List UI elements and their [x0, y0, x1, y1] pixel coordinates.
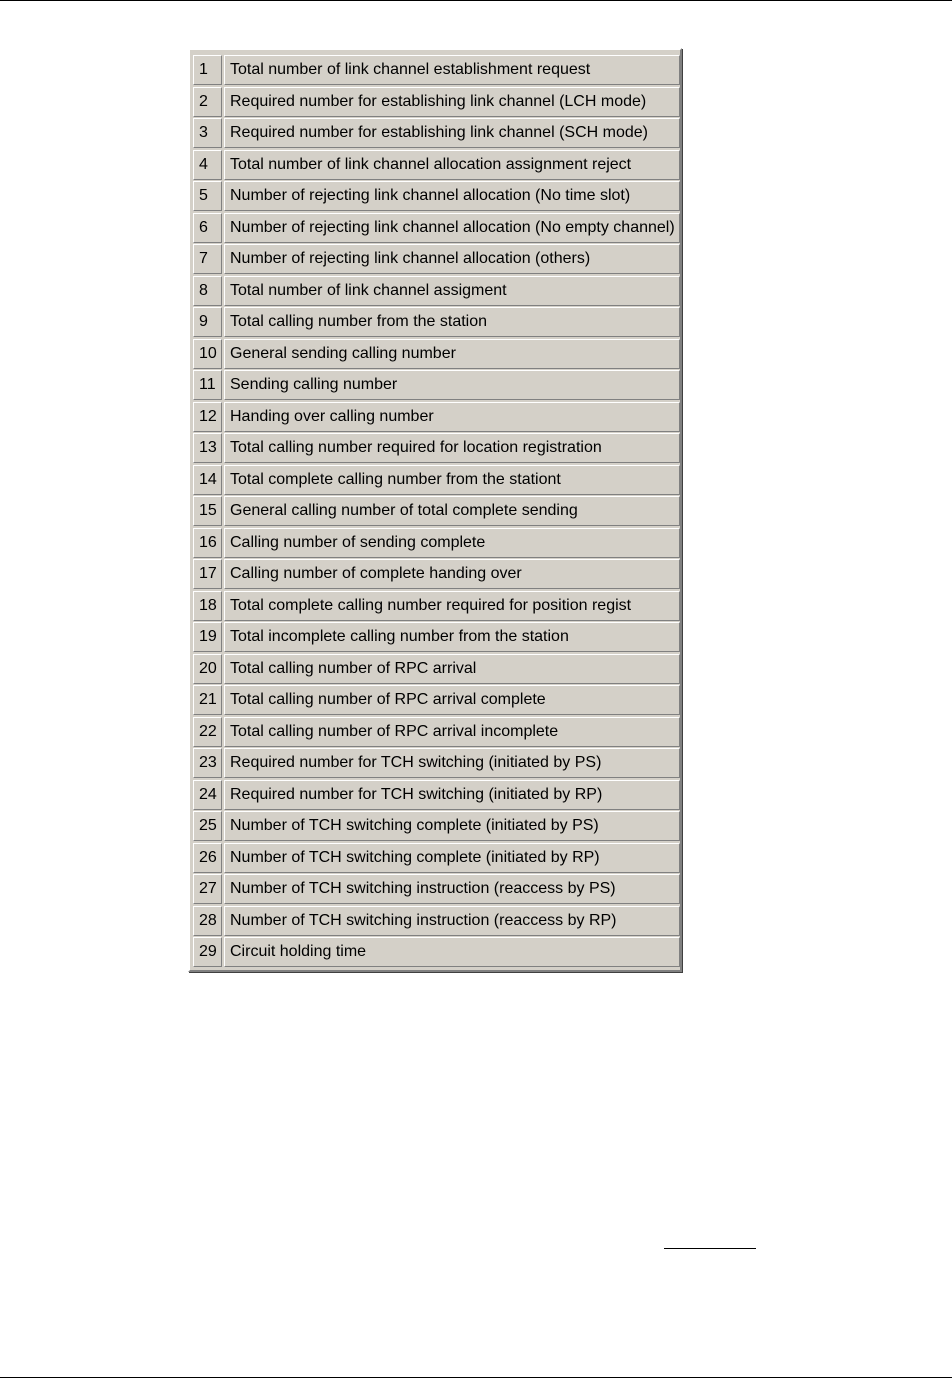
row-number-cell: 7: [193, 244, 222, 274]
row-number-cell: 22: [193, 717, 222, 747]
row-label-cell: Total incomplete calling number from the station: [224, 622, 680, 652]
row-number-cell: 19: [193, 622, 222, 652]
row-number-cell: 20: [193, 654, 222, 684]
table-row[interactable]: [193, 622, 680, 654]
row-label-cell: Number of rejecting link channel allocation (No time slot): [224, 181, 680, 211]
table-row[interactable]: [193, 370, 680, 402]
table-row[interactable]: [193, 874, 680, 906]
row-number-cell: 28: [193, 906, 222, 936]
row-label-cell: Total complete calling number required for position regist: [224, 591, 680, 621]
row-number-cell: 10: [193, 339, 222, 369]
row-number-cell: 3: [193, 118, 222, 148]
row-label-cell: Total calling number of RPC arrival complete: [224, 685, 680, 715]
table-row[interactable]: [193, 906, 680, 938]
table-row[interactable]: [193, 685, 680, 717]
table-row[interactable]: [193, 339, 680, 371]
row-label-cell: Number of rejecting link channel allocation (others): [224, 244, 680, 274]
table-row[interactable]: [193, 118, 680, 150]
row-number-cell: 4: [193, 150, 222, 180]
table-row[interactable]: [193, 780, 680, 812]
row-label-cell: Number of TCH switching instruction (reaccess by PS): [224, 874, 680, 904]
row-number-cell: 5: [193, 181, 222, 211]
row-number-cell: 16: [193, 528, 222, 558]
row-number-cell: 1: [193, 55, 222, 85]
row-number-cell: 24: [193, 780, 222, 810]
table-row[interactable]: [193, 843, 680, 875]
table-row[interactable]: [193, 213, 680, 245]
row-label-cell: Total calling number required for location registration: [224, 433, 680, 463]
row-label-cell: Required number for TCH switching (initiated by PS): [224, 748, 680, 778]
page-bottom-rule: [0, 1377, 952, 1378]
table-row[interactable]: [193, 496, 680, 528]
row-number-cell: 26: [193, 843, 222, 873]
table-row[interactable]: [193, 811, 680, 843]
row-number-cell: 6: [193, 213, 222, 243]
row-number-cell: 12: [193, 402, 222, 432]
table-row[interactable]: [193, 276, 680, 308]
table-row[interactable]: [193, 307, 680, 339]
table-row[interactable]: [193, 87, 680, 119]
table-row[interactable]: [193, 55, 680, 87]
row-number-cell: 23: [193, 748, 222, 778]
table-row[interactable]: [193, 748, 680, 780]
table-row[interactable]: [193, 528, 680, 560]
row-number-cell: 11: [193, 370, 222, 400]
table-row[interactable]: [193, 150, 680, 182]
row-label-cell: Circuit holding time: [224, 937, 680, 967]
row-label-cell: General calling number of total complete sending: [224, 496, 680, 526]
row-label-cell: Required number for establishing link channel (LCH mode): [224, 87, 680, 117]
row-label-cell: Total number of link channel allocation assignment reject: [224, 150, 680, 180]
row-label-cell: General sending calling number: [224, 339, 680, 369]
row-label-cell: Calling number of sending complete: [224, 528, 680, 558]
table-row[interactable]: [193, 402, 680, 434]
row-number-cell: 2: [193, 87, 222, 117]
table-row[interactable]: [193, 433, 680, 465]
row-number-cell: 9: [193, 307, 222, 337]
row-number-cell: 13: [193, 433, 222, 463]
row-label-cell: Total calling number of RPC arrival: [224, 654, 680, 684]
row-label-cell: Total number of link channel establishment request: [224, 55, 680, 85]
row-number-cell: 14: [193, 465, 222, 495]
table-row[interactable]: [193, 591, 680, 623]
row-number-cell: 29: [193, 937, 222, 967]
row-label-cell: Required number for TCH switching (initiated by RP): [224, 780, 680, 810]
row-label-cell: Handing over calling number: [224, 402, 680, 432]
row-label-cell: Total complete calling number from the stationt: [224, 465, 680, 495]
statistics-item-rows: [193, 55, 680, 969]
row-label-cell: Number of TCH switching complete (initiated by RP): [224, 843, 680, 873]
row-label-cell: Required number for establishing link channel (SCH mode): [224, 118, 680, 148]
table-row[interactable]: [193, 244, 680, 276]
page-top-rule: [0, 0, 952, 1]
row-label-cell: Sending calling number: [224, 370, 680, 400]
row-number-cell: 18: [193, 591, 222, 621]
row-label-cell: Number of rejecting link channel allocation (No empty channel): [224, 213, 680, 243]
table-row[interactable]: [193, 181, 680, 213]
table-row[interactable]: [193, 937, 680, 969]
row-label-cell: Number of TCH switching instruction (reaccess by RP): [224, 906, 680, 936]
table-row[interactable]: [193, 559, 680, 591]
row-label-cell: Total number of link channel assigment: [224, 276, 680, 306]
row-number-cell: 25: [193, 811, 222, 841]
row-number-cell: 17: [193, 559, 222, 589]
table-row[interactable]: [193, 654, 680, 686]
row-label-cell: Number of TCH switching complete (initiated by PS): [224, 811, 680, 841]
signature-line: [664, 1248, 756, 1249]
row-number-cell: 15: [193, 496, 222, 526]
statistics-item-list: [188, 48, 682, 972]
table-row[interactable]: [193, 717, 680, 749]
row-number-cell: 8: [193, 276, 222, 306]
row-label-cell: Calling number of complete handing over: [224, 559, 680, 589]
row-label-cell: Total calling number of RPC arrival incomplete: [224, 717, 680, 747]
table-row[interactable]: [193, 465, 680, 497]
row-number-cell: 27: [193, 874, 222, 904]
row-number-cell: 21: [193, 685, 222, 715]
row-label-cell: Total calling number from the station: [224, 307, 680, 337]
